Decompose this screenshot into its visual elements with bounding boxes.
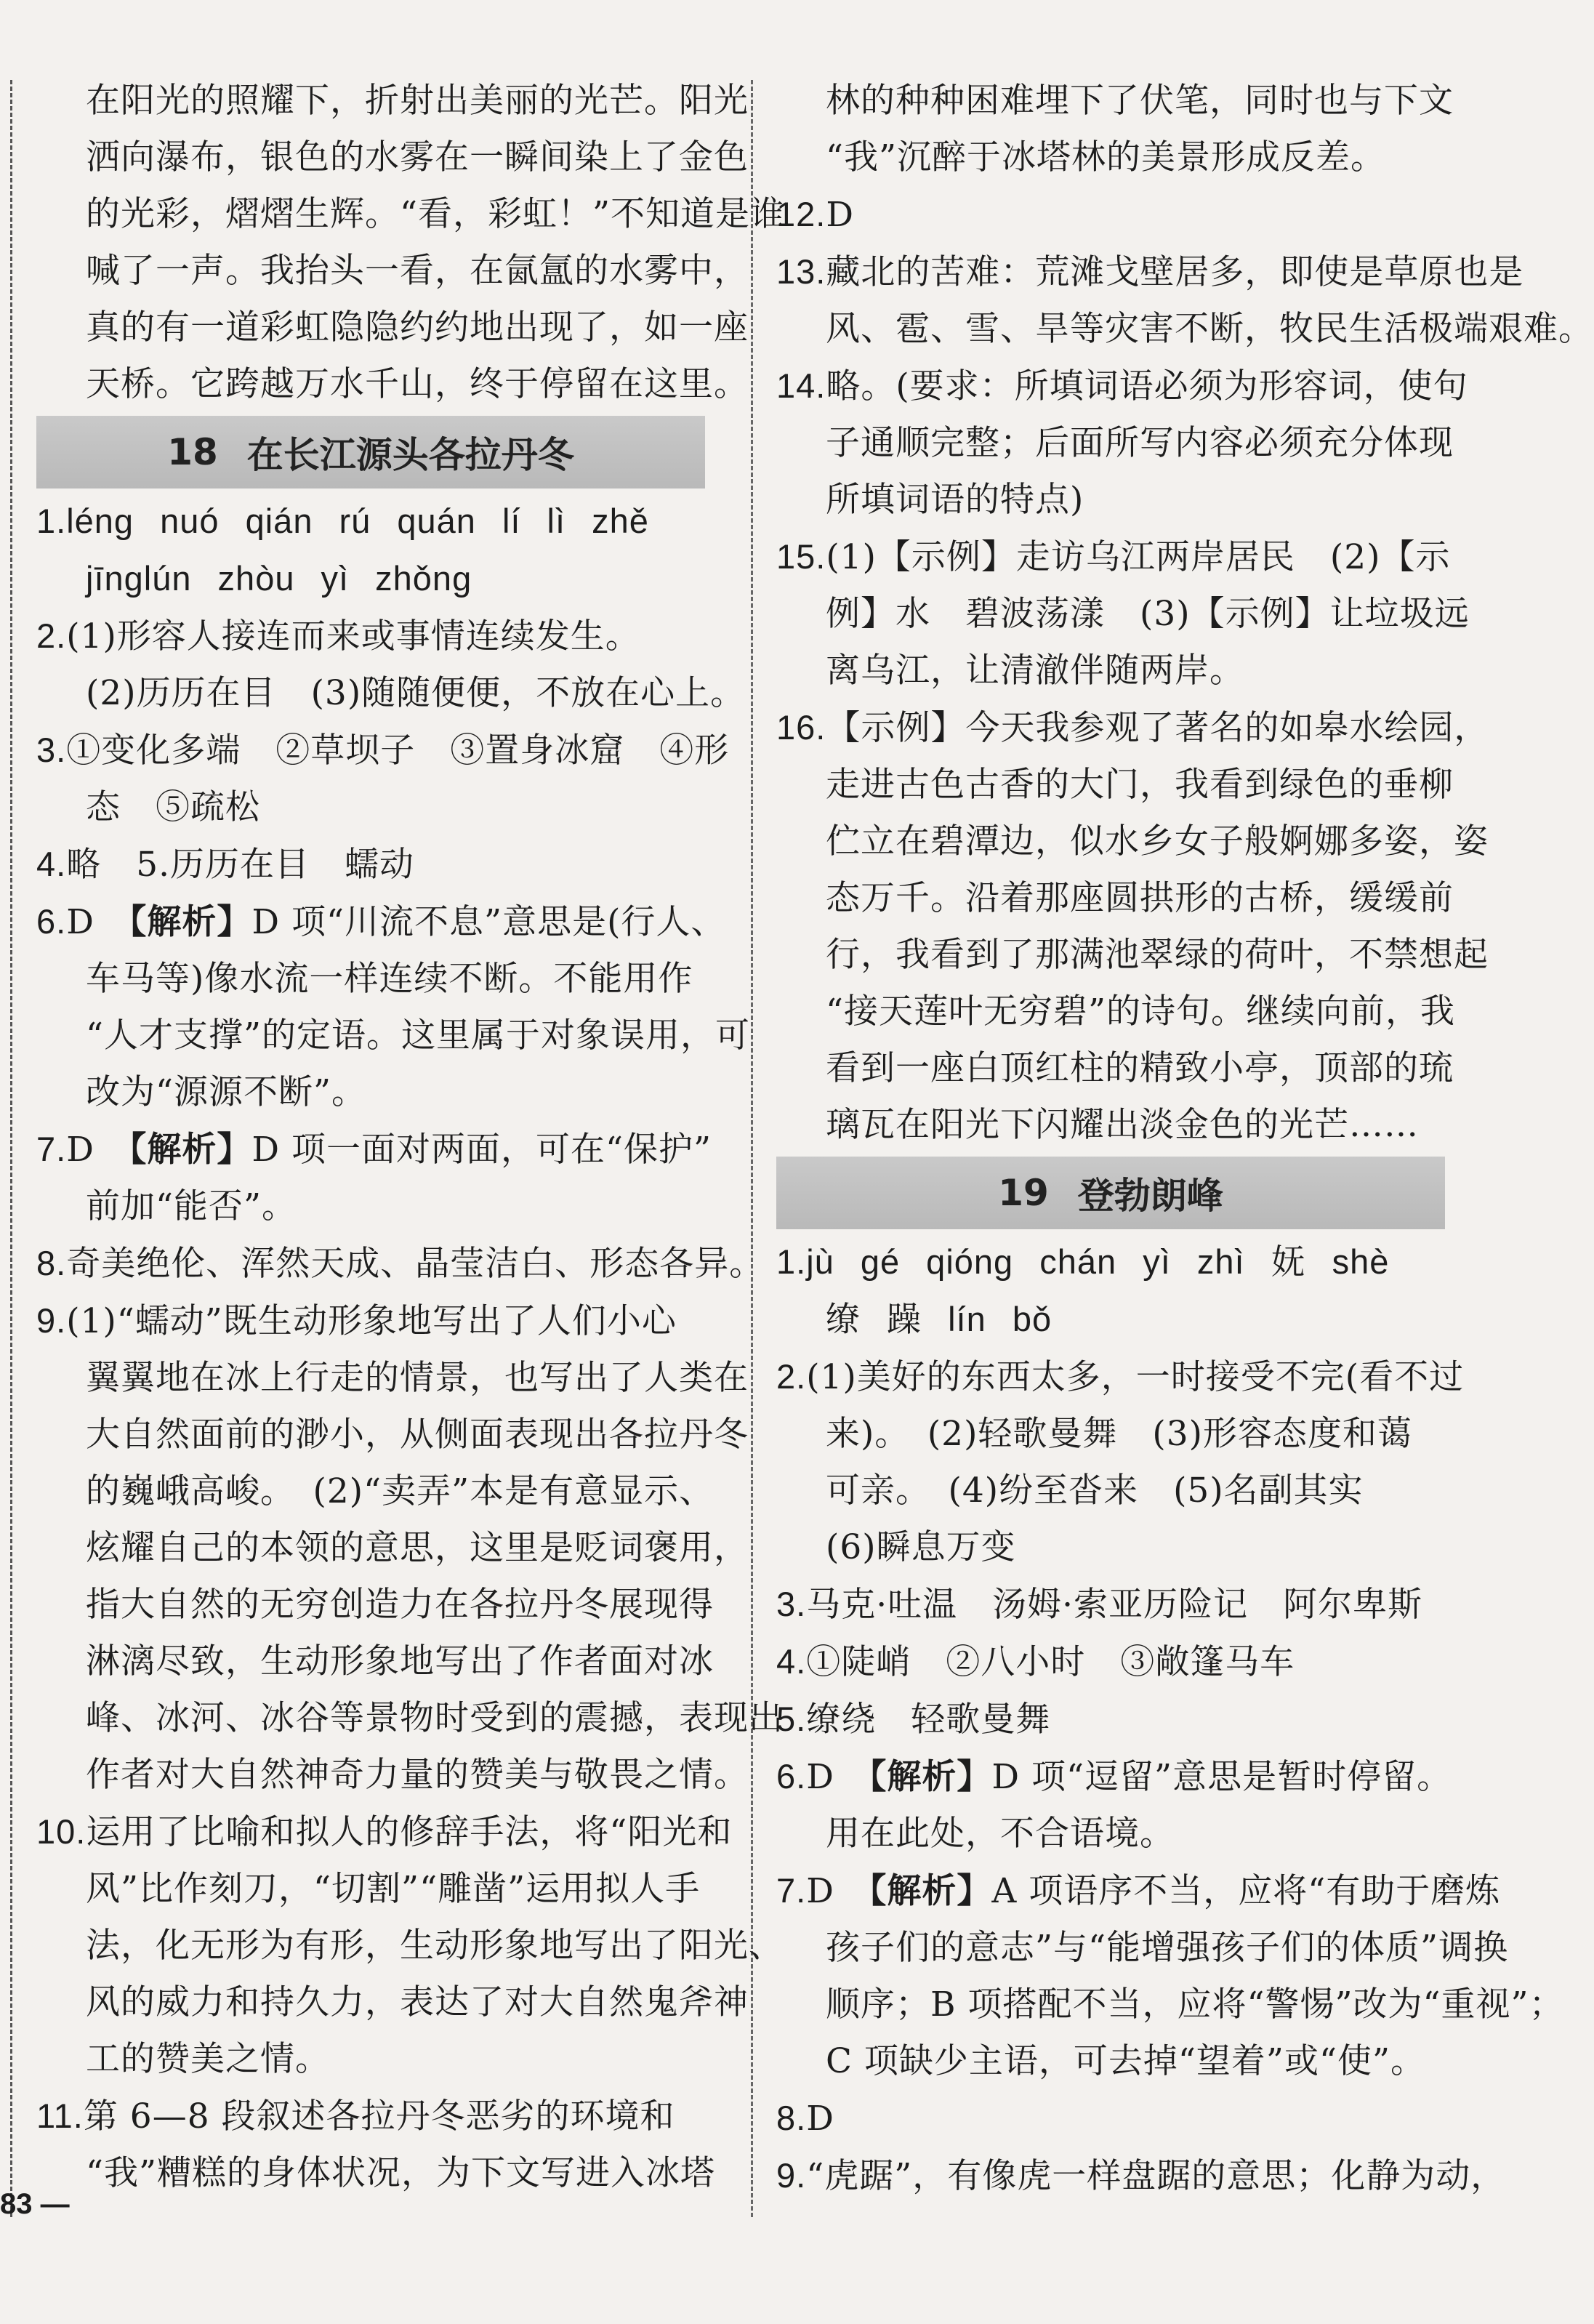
answer-line	[776, 244, 1524, 301]
answer-line	[776, 1348, 1465, 1406]
answer-line	[776, 528, 1460, 586]
answer-text: D 【解析】D 项一面对两面，可在“保护”	[66, 1130, 712, 1170]
answer-text: C 项缺少主语，可去掉“望着”或“使”。	[826, 2041, 1426, 2081]
answer-line	[36, 1407, 749, 1463]
question-number: 8.	[36, 1244, 67, 1282]
answer-text: 风、雹、雪、旱等灾害不断，牧民生活极端艰难。	[826, 309, 1593, 349]
answer-text: 前加“能否”。	[86, 1186, 297, 1226]
answer-text: 来)。 (2)轻歌曼舞 (3)形容态度和蔼	[826, 1414, 1412, 1454]
answer-text: ①陡峭 ②八小时 ③敞篷马车	[806, 1642, 1295, 1682]
answer-line	[776, 472, 1460, 528]
question-number: 14.	[776, 366, 826, 405]
answer-text: 看到一座白顶红柱的精致小亭，顶部的琉	[826, 1048, 1454, 1088]
answer-text: 缭 躁 lín bǒ	[826, 1300, 1052, 1338]
answer-text: 车马等)像水流一样连续不断。不能用作	[86, 959, 693, 999]
answers-list-18	[36, 493, 784, 2202]
answer-line	[776, 1463, 1460, 1519]
answer-line	[776, 1806, 1460, 1862]
question-number: 6.	[36, 902, 67, 941]
left-column	[36, 73, 786, 2202]
question-number: 13.	[776, 252, 826, 291]
answer-text: D 【解析】D 项“川流不息”意思是(行人、	[66, 902, 726, 942]
answer-line	[36, 779, 720, 836]
answer-text: “人才支撑”的定语。这里属于对象误用，可	[86, 1016, 751, 1056]
section-title: 在长江源头各拉丹冬	[246, 434, 574, 476]
answer-text: (2)历历在目 (3)随随便便，不放在心上。	[86, 673, 746, 713]
page-number: 83 —	[0, 2188, 70, 2220]
answer-text: 奇美绝伦、浑然天成、晶莹洁白、形态各异。	[66, 1244, 765, 1284]
answer-line	[36, 1577, 720, 1633]
answer-text: 翼翼地在冰上行走的情景，也写出了人类在	[86, 1358, 749, 1398]
answer-text: (1)“蠕动”既生动形象地写出了人们小心	[66, 1301, 677, 1341]
answer-text: 运用了比喻和拟人的修辞手法，将“阳光和	[86, 1812, 733, 1852]
answer-line	[36, 550, 720, 608]
answer-line	[776, 1920, 1509, 1977]
intro-paragraph	[36, 73, 786, 413]
answer-text: 行，我看到了那满池翠绿的荷叶，不禁想起	[826, 935, 1489, 975]
continued-answers	[776, 73, 1593, 1154]
right-column	[776, 73, 1593, 2205]
answer-text: ①变化多端 ②草坝子 ③置身冰窟 ④形	[66, 731, 730, 771]
answer-line	[776, 358, 1468, 415]
column-divider	[751, 80, 753, 2217]
answer-text: D 【解析】A 项语序不当，应将“有助于磨炼	[806, 1871, 1501, 1911]
answer-text: 改为“源源不断”。	[86, 1072, 367, 1112]
question-number: 2.	[776, 1357, 807, 1396]
answer-line	[36, 1350, 749, 1407]
answer-text: (1)美好的东西太多，一时接受不完(看不过	[806, 1357, 1465, 1397]
answer-text: 伫立在碧潭边，似水乡女子般婀娜多姿，姿	[826, 821, 1489, 861]
analysis-tag: 【解析】	[129, 902, 252, 942]
answer-line	[776, 129, 1460, 186]
answer-text: “虎踞”，有像虎一样盘踞的意思；化静为动，	[806, 2156, 1506, 2196]
question-number: 1.	[36, 502, 67, 540]
question-number: 2.	[36, 616, 67, 655]
question-number: 16.	[776, 708, 826, 747]
question-number: 12.	[776, 195, 826, 233]
answer-line	[776, 643, 1460, 699]
answer-line	[36, 1520, 749, 1577]
section-header-19	[776, 1157, 1445, 1229]
answer-text: 用在此处，不合语境。	[826, 1814, 1175, 1854]
answer-text: 淋漓尽致，生动形象地写出了作者面对冰	[86, 1641, 714, 1681]
answer-text: (6)瞬息万变	[826, 1527, 1016, 1567]
answer-text: 峰、冰河、冰谷等景物时受到的震撼，表现出	[86, 1698, 784, 1738]
answer-line	[776, 1097, 1460, 1154]
answer-text: D 【解析】D 项“逗留”意思是暂时停留。	[806, 1757, 1452, 1797]
answer-line	[36, 1918, 784, 1974]
paragraph-line: 在阳光的照耀下，折射出美丽的光芒。阳光	[86, 81, 749, 121]
answer-line	[36, 1747, 749, 1804]
paragraph-line: 的光彩，熠熠生辉。“看，彩虹！”不知道是谁	[86, 194, 786, 234]
answer-text: 缭绕 轻歌曼舞	[806, 1700, 1051, 1740]
answer-line	[36, 2031, 720, 2088]
answer-text: 指大自然的无穷创造力在各拉丹冬展现得	[86, 1585, 714, 1625]
answer-text: jù gé qióng chán yì zhì 妩 shè	[806, 1242, 1390, 1281]
answer-line	[776, 1748, 1460, 1806]
answer-line	[776, 1291, 1460, 1348]
answer-text: 炫耀自己的本领的意思，这里是贬词褒用，	[86, 1528, 749, 1568]
answer-text: 林的种种困难埋下了伏笔，同时也与下文	[826, 81, 1454, 121]
answer-line	[776, 1862, 1501, 1920]
answer-text: 风的威力和持久力，表达了对大自然鬼斧神	[86, 1982, 749, 2022]
answer-line	[36, 1008, 751, 1064]
answer-text: 作者对大自然神奇力量的赞美与敬畏之情。	[86, 1755, 749, 1795]
answer-text: 工的赞美之情。	[86, 2039, 330, 2079]
paragraph-line: 天桥。它跨越万水千山，终于停留在这里。	[86, 364, 749, 404]
answer-text: “接天莲叶无穷碧”的诗句。继续向前，我	[826, 992, 1456, 1032]
answer-text: 态万千。沿着那座圆拱形的古桥，缓缓前	[826, 878, 1454, 918]
answer-line	[36, 951, 720, 1008]
question-number: 10.	[36, 1812, 86, 1851]
answer-line	[36, 1121, 720, 1178]
answer-line	[36, 2145, 720, 2202]
answer-line	[36, 1690, 784, 1747]
answer-text: 子通顺完整；后面所写内容必须充分体现	[826, 423, 1454, 463]
answer-line	[776, 1040, 1460, 1097]
answer-line	[776, 1519, 1460, 1576]
answer-text: 马克·吐温 汤姆·索亚历险记 阿尔卑斯	[806, 1585, 1423, 1625]
answer-line	[36, 836, 720, 893]
answer-line	[36, 893, 726, 951]
answer-text: D	[806, 2099, 834, 2139]
question-number: 3.	[36, 731, 67, 769]
answer-text: 【示例】今天我参观了著名的如皋水绘园，	[826, 708, 1489, 748]
answer-text: 走进古色古香的大门，我看到绿色的垂柳	[826, 765, 1454, 805]
answer-line	[776, 1977, 1564, 2033]
question-number: 11.	[36, 2096, 84, 2135]
answer-line	[776, 73, 1460, 129]
answer-line	[36, 2088, 720, 2145]
answer-line	[36, 1235, 765, 1292]
answer-line	[36, 665, 746, 722]
answer-line	[36, 608, 720, 665]
answer-text: “我”沉醉于冰塔林的美景形成反差。	[826, 137, 1386, 177]
answer-line	[776, 2090, 1460, 2147]
question-number: 4.	[36, 845, 67, 883]
question-number: 6.	[776, 1757, 807, 1796]
answer-text: léng nuó qián rú quán lí lì zhě	[66, 502, 649, 540]
section-header-18	[36, 416, 705, 488]
answer-line	[36, 1804, 733, 1861]
analysis-tag: 【解析】	[869, 1871, 992, 1911]
cut-line-left	[10, 80, 12, 2217]
answer-line	[776, 1576, 1460, 1633]
answer-line	[776, 2147, 1506, 2205]
answer-line	[776, 586, 1470, 643]
answer-text: 第 6—8 段叙述各拉丹冬恶劣的环境和	[83, 2096, 675, 2136]
answer-text: 大自然面前的渺小，从侧面表现出各拉丹冬	[86, 1415, 749, 1455]
answer-line	[36, 1178, 720, 1235]
question-number: 9.	[36, 1301, 67, 1340]
answer-line	[776, 757, 1460, 813]
answer-text: 藏北的苦难：荒滩戈壁居多，即使是草原也是	[826, 252, 1524, 292]
answer-line	[776, 1234, 1460, 1291]
answer-text: 例】水 碧波荡漾 (3)【示例】让垃圾远	[826, 594, 1470, 634]
answer-line	[776, 984, 1460, 1040]
answer-line	[776, 927, 1489, 984]
answer-line	[776, 1691, 1460, 1748]
question-number: 7.	[776, 1871, 807, 1910]
answers-list-19	[776, 1234, 1564, 2205]
answer-line	[36, 1861, 720, 1918]
answer-line	[776, 2033, 1460, 2090]
question-number: 1.	[776, 1242, 807, 1281]
answer-line	[36, 1463, 720, 1520]
answer-line	[776, 186, 1460, 244]
answer-line	[776, 301, 1593, 358]
section-title: 登勃朗峰	[1077, 1175, 1223, 1217]
answer-line	[776, 1633, 1460, 1691]
answer-line	[776, 415, 1460, 472]
answer-text: 顺序；B 项搭配不当，应将“警惕”改为“重视”；	[826, 1985, 1564, 2025]
answer-line	[36, 722, 730, 779]
paragraph-line: 喊了一声。我抬头一看，在氤氲的水雾中，	[86, 251, 749, 291]
analysis-tag: 【解析】	[129, 1130, 252, 1170]
answer-text: 略。(要求：所填词语必须为形容词，使句	[826, 366, 1468, 406]
answer-text: 可亲。 (4)纷至沓来 (5)名副其实	[826, 1471, 1364, 1511]
question-number: 4.	[776, 1642, 807, 1681]
paragraph-line: 洒向瀑布，银色的水雾在一瞬间染上了金色	[86, 137, 749, 177]
answer-line	[776, 870, 1460, 927]
answer-text: 态 ⑤疏松	[86, 787, 260, 827]
question-number: 9.	[776, 2156, 807, 2195]
section-number: 19	[998, 1172, 1049, 1214]
answer-text: 略 5.历历在目 蠕动	[66, 845, 415, 885]
answer-line	[36, 1064, 720, 1121]
answer-line	[36, 1974, 749, 2031]
answer-text: 法，化无形为有形，生动形象地写出了阳光、	[86, 1926, 784, 1966]
answer-text: 风”比作刻刀，“切割”“雕凿”运用拟人手	[86, 1869, 701, 1909]
answer-text: (1)形容人接连而来或事情连续发生。	[66, 616, 640, 656]
answer-line	[36, 493, 720, 550]
question-number: 15.	[776, 537, 826, 576]
answer-line	[36, 1633, 720, 1690]
answer-line	[776, 1406, 1460, 1463]
answer-text: 离乌江，让清澈伴随两岸。	[826, 651, 1244, 691]
answer-line	[776, 699, 1489, 757]
answer-text: D	[826, 195, 855, 235]
answer-text: 所填词语的特点)	[826, 480, 1084, 520]
answer-line	[36, 1292, 720, 1350]
section-number: 18	[167, 431, 218, 473]
answer-text: (1)【示例】走访乌江两岸居民 (2)【示	[826, 537, 1451, 577]
answer-line	[776, 813, 1489, 870]
paragraph-line: 真的有一道彩虹隐隐约约地出现了，如一座	[86, 307, 749, 347]
analysis-tag: 【解析】	[869, 1757, 992, 1797]
answer-text: 的巍峨高峻。 (2)“卖弄”本是有意显示、	[86, 1471, 715, 1511]
answer-text: “我”糟糕的身体状况，为下文写进入冰塔	[86, 2153, 716, 2193]
answer-text: jīnglún zhòu yì zhǒng	[86, 559, 472, 598]
question-number: 5.	[776, 1700, 807, 1738]
question-number: 7.	[36, 1130, 67, 1168]
answer-text: 璃瓦在阳光下闪耀出淡金色的光芒……	[826, 1105, 1419, 1145]
answer-text: 孩子们的意志”与“能增强孩子们的体质”调换	[826, 1928, 1509, 1968]
question-number: 3.	[776, 1585, 807, 1623]
question-number: 8.	[776, 2099, 807, 2137]
